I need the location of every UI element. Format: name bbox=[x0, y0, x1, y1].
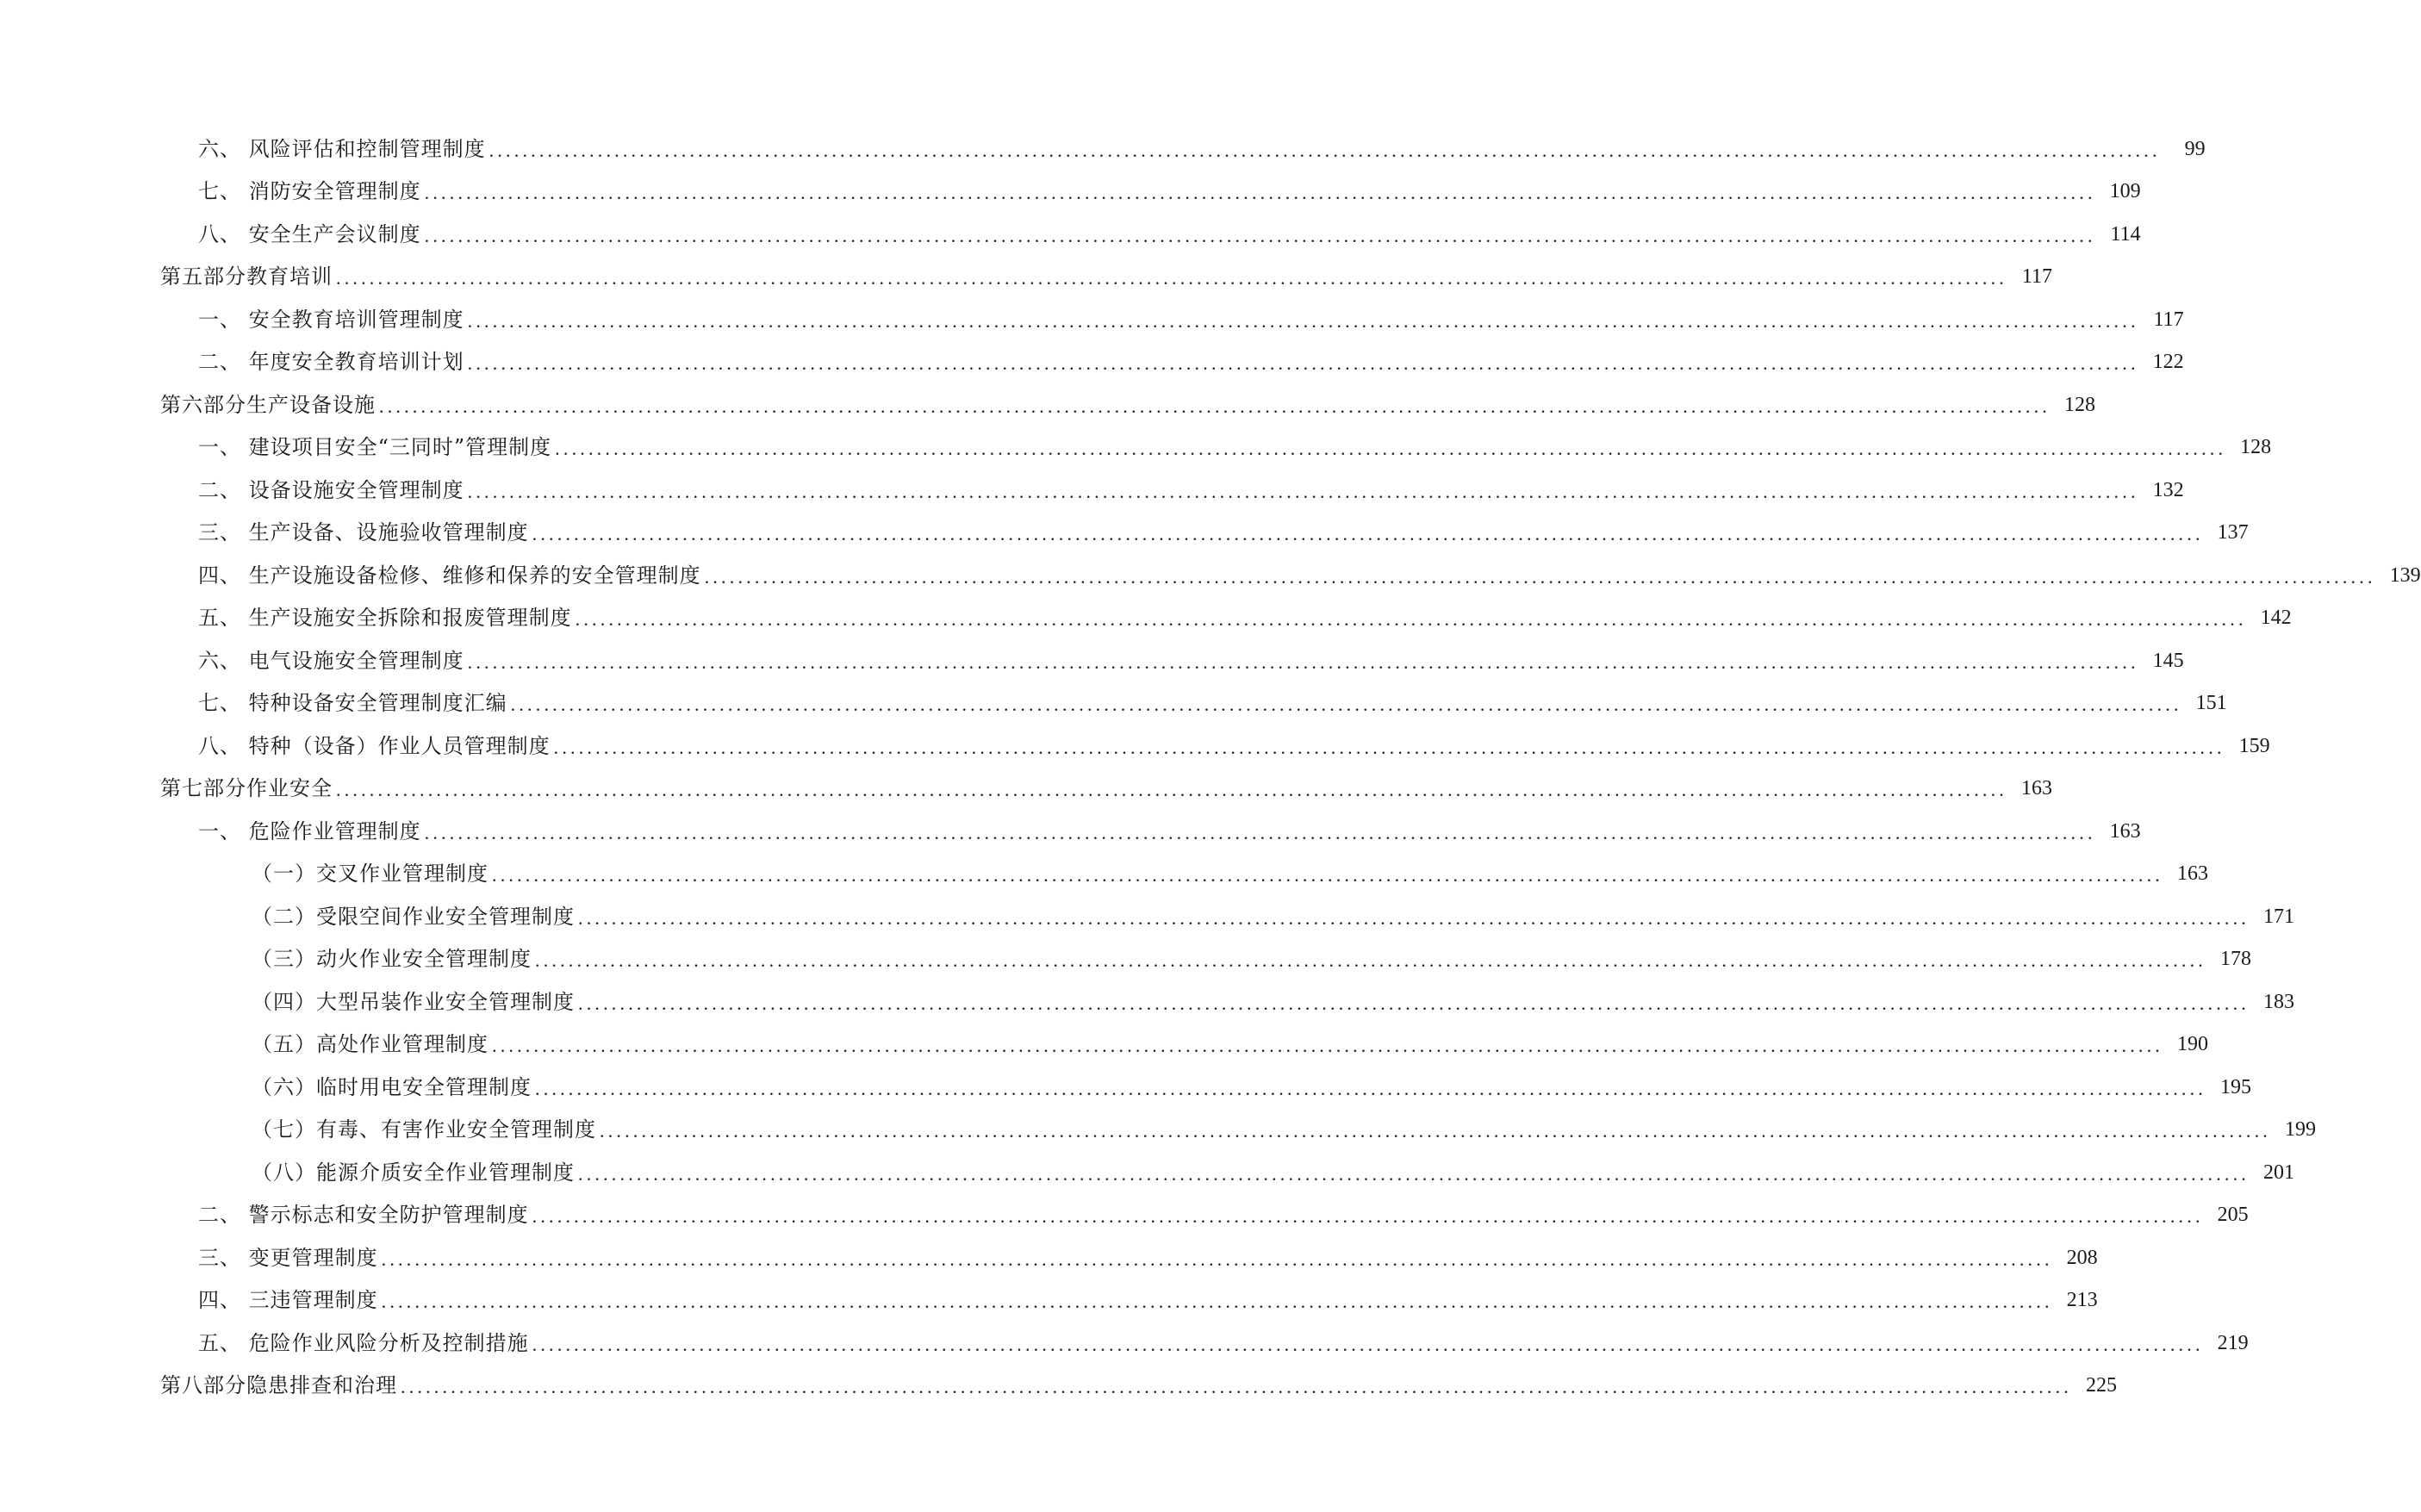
toc-dot-leader: ........................................................................................................................................................................................................ bbox=[532, 1333, 2204, 1355]
toc-entry-title: 四、 生产设施设备检修、维修和保养的安全管理制度 bbox=[198, 563, 701, 588]
toc-entry-title: 六、 电气设施安全管理制度 bbox=[198, 648, 464, 673]
toc-page-number: 117 bbox=[2021, 265, 2052, 289]
toc-entry[interactable] bbox=[0, 213, 2141, 256]
toc-dot-leader: ........................................................................................................................................................................................................ bbox=[510, 694, 2182, 716]
toc-dot-leader: ........................................................................................................................................................................................................ bbox=[467, 480, 2139, 502]
toc-entry-title: 三、 生产设备、设施验收管理制度 bbox=[198, 520, 529, 545]
toc-subentry[interactable] bbox=[0, 853, 2208, 896]
toc-page-number: 128 bbox=[2064, 393, 2095, 416]
toc-dot-leader: ........................................................................................................................................................................................................ bbox=[532, 1205, 2204, 1228]
toc-entry[interactable] bbox=[0, 810, 2141, 853]
toc-entry-title: （四）大型吊装作业安全管理制度 bbox=[252, 989, 575, 1014]
toc-entry[interactable] bbox=[0, 171, 2141, 214]
toc-page-number: 137 bbox=[2217, 521, 2249, 544]
toc-dot-leader: ........................................................................................................................................................................................................ bbox=[578, 992, 2250, 1014]
toc-entry-title: （八）能源介质安全作业管理制度 bbox=[252, 1160, 575, 1185]
toc-entry-title: （五）高处作业管理制度 bbox=[252, 1032, 489, 1057]
toc-page-number: 163 bbox=[2177, 862, 2208, 886]
toc-page-number: 151 bbox=[2195, 692, 2227, 715]
toc-page-number: 199 bbox=[2285, 1118, 2316, 1142]
toc-entry[interactable] bbox=[0, 725, 2270, 768]
toc-entry-title: （一）交叉作业管理制度 bbox=[252, 862, 489, 887]
toc-page-number: 163 bbox=[2109, 819, 2141, 843]
toc-page-number: 178 bbox=[2220, 948, 2251, 971]
toc-dot-leader: ........................................................................................................................................................................................................ bbox=[336, 779, 2007, 801]
toc-entry[interactable] bbox=[0, 639, 2184, 682]
toc-entry[interactable] bbox=[0, 512, 2249, 555]
toc-entry[interactable] bbox=[0, 1194, 2249, 1237]
toc-dot-leader: ........................................................................................................................................................................................................ bbox=[467, 309, 2139, 332]
toc-dot-leader: ........................................................................................................................................................................................................ bbox=[379, 395, 2051, 417]
toc-dot-leader: ........................................................................................................................................................................................................ bbox=[424, 182, 2096, 204]
toc-entry-title: 八、 特种（设备）作业人员管理制度 bbox=[198, 733, 551, 758]
toc-dot-leader: ........................................................................................................................................................................................................ bbox=[467, 352, 2139, 375]
toc-entry-title: （六）临时用电安全管理制度 bbox=[252, 1074, 532, 1099]
toc-page-number: 114 bbox=[2110, 222, 2141, 246]
toc-subentry[interactable] bbox=[0, 980, 2294, 1024]
toc-page-number: 219 bbox=[2217, 1331, 2249, 1354]
toc-entry-title: 第八部分隐患排查和治理 bbox=[160, 1373, 397, 1398]
toc-dot-leader: ........................................................................................................................................................................................................ bbox=[555, 438, 2227, 460]
toc-entry-title: 五、 生产设施安全拆除和报废管理制度 bbox=[198, 606, 572, 631]
toc-entry-title: 六、 风险评估和控制管理制度 bbox=[198, 136, 486, 161]
toc-dot-leader: ........................................................................................................................................................................................................ bbox=[600, 1120, 2271, 1142]
toc-entry-title: 一、 危险作业管理制度 bbox=[198, 818, 421, 843]
toc-page-number: 205 bbox=[2217, 1204, 2249, 1227]
toc-page-number: 208 bbox=[2066, 1246, 2098, 1269]
toc-page-number: 171 bbox=[2263, 905, 2294, 928]
toc-dot-leader: ........................................................................................................................................................................................................ bbox=[535, 949, 2206, 972]
toc-entry[interactable] bbox=[0, 1322, 2249, 1365]
toc-subentry[interactable] bbox=[0, 1109, 2316, 1152]
toc-page-number: 128 bbox=[2240, 436, 2272, 459]
toc-entry[interactable] bbox=[0, 298, 2184, 341]
toc-dot-leader: ........................................................................................................................................................................................................ bbox=[578, 1162, 2250, 1185]
toc-entry[interactable] bbox=[0, 341, 2184, 384]
toc-entry[interactable] bbox=[0, 1279, 2098, 1322]
toc-part-heading[interactable] bbox=[0, 256, 2052, 299]
toc-entry-title: 二、 警示标志和安全防护管理制度 bbox=[198, 1203, 529, 1228]
toc-page-number: 190 bbox=[2177, 1033, 2208, 1056]
toc-dot-leader: ........................................................................................................................................................................................................ bbox=[424, 224, 2096, 246]
toc-page-number: 159 bbox=[2238, 734, 2270, 757]
toc-dot-leader: ........................................................................................................................................................................................................ bbox=[532, 523, 2204, 545]
toc-entry-title: 五、 危险作业风险分析及控制措施 bbox=[198, 1330, 529, 1355]
toc-page-number: 163 bbox=[2021, 777, 2052, 800]
toc-part-heading[interactable] bbox=[0, 768, 2052, 811]
toc-entry[interactable] bbox=[0, 426, 2272, 470]
table-of-contents bbox=[0, 128, 2421, 1407]
toc-entry-title: 七、 消防安全管理制度 bbox=[198, 179, 421, 204]
toc-entry-title: 二、 年度安全教育培训计划 bbox=[198, 350, 464, 375]
toc-dot-leader: ........................................................................................................................................................................................................ bbox=[553, 736, 2225, 758]
toc-entry-title: （二）受限空间作业安全管理制度 bbox=[252, 904, 575, 929]
toc-dot-leader: ........................................................................................................................................................................................................ bbox=[704, 565, 2376, 588]
toc-subentry[interactable] bbox=[0, 895, 2294, 938]
toc-subentry[interactable] bbox=[0, 1151, 2294, 1194]
toc-dot-leader: ........................................................................................................................................................................................................ bbox=[381, 1248, 2053, 1270]
toc-dot-leader: ........................................................................................................................................................................................................ bbox=[467, 650, 2139, 673]
toc-entry-title: 二、 设备设施安全管理制度 bbox=[198, 477, 464, 502]
toc-entry-title: 第五部分教育培训 bbox=[160, 264, 333, 289]
toc-entry-title: （三）动火作业安全管理制度 bbox=[252, 947, 532, 972]
toc-entry-title: 一、 安全教育培训管理制度 bbox=[198, 307, 464, 332]
toc-entry-title: （七）有毒、有害作业安全管理制度 bbox=[252, 1117, 596, 1142]
toc-page-number: 132 bbox=[2152, 478, 2184, 501]
toc-dot-leader: ........................................................................................................................................................................................................ bbox=[575, 608, 2247, 631]
toc-entry[interactable] bbox=[0, 128, 2206, 171]
toc-dot-leader: ........................................................................................................................................................................................................ bbox=[492, 1035, 2163, 1057]
toc-subentry[interactable] bbox=[0, 1024, 2208, 1067]
toc-entry[interactable] bbox=[0, 1236, 2098, 1279]
toc-dot-leader: ........................................................................................................................................................................................................ bbox=[401, 1376, 2072, 1398]
toc-entry-title: 第六部分生产设备设施 bbox=[160, 392, 376, 417]
toc-entry-title: 四、 三违管理制度 bbox=[198, 1288, 378, 1313]
toc-dot-leader: ........................................................................................................................................................................................................ bbox=[336, 267, 2007, 289]
toc-page-number: 201 bbox=[2263, 1160, 2294, 1184]
toc-page-number: 142 bbox=[2260, 607, 2292, 630]
toc-page-number: 122 bbox=[2152, 351, 2184, 374]
toc-page-number: 99 bbox=[2184, 137, 2206, 160]
toc-entry[interactable] bbox=[0, 554, 2421, 597]
toc-subentry[interactable] bbox=[0, 1066, 2251, 1109]
toc-entry[interactable] bbox=[0, 682, 2227, 725]
toc-dot-leader: ........................................................................................................................................................................................................ bbox=[492, 864, 2163, 887]
toc-page-number: 117 bbox=[2153, 308, 2184, 331]
toc-dot-leader: ........................................................................................................................................................................................................ bbox=[535, 1077, 2206, 1099]
toc-page-number: 145 bbox=[2152, 649, 2184, 672]
toc-page-number: 109 bbox=[2109, 180, 2141, 203]
toc-page-number: 139 bbox=[2389, 563, 2421, 587]
toc-page-number: 183 bbox=[2263, 990, 2294, 1013]
toc-entry[interactable] bbox=[0, 597, 2292, 640]
toc-entry-title: 第七部分作业安全 bbox=[160, 776, 333, 801]
toc-dot-leader: ........................................................................................................................................................................................................ bbox=[578, 906, 2250, 929]
toc-page-number: 213 bbox=[2066, 1289, 2098, 1312]
toc-entry-title: 七、 特种设备安全管理制度汇编 bbox=[198, 691, 507, 716]
toc-entry-title: 八、 安全生产会议制度 bbox=[198, 221, 421, 246]
toc-entry-title: 三、 变更管理制度 bbox=[198, 1245, 378, 1270]
toc-dot-leader: ........................................................................................................................................................................................................ bbox=[424, 821, 2096, 843]
toc-dot-leader: ........................................................................................................................................................................................................ bbox=[381, 1291, 2053, 1313]
toc-dot-leader: ........................................................................................................................................................................................................ bbox=[489, 139, 2161, 161]
toc-page-number: 195 bbox=[2220, 1075, 2251, 1098]
toc-part-heading[interactable] bbox=[0, 383, 2095, 426]
toc-subentry[interactable] bbox=[0, 938, 2251, 981]
toc-part-heading[interactable] bbox=[0, 1365, 2117, 1408]
toc-entry[interactable] bbox=[0, 469, 2184, 512]
toc-entry-title: 一、 建设项目安全“三同时”管理制度 bbox=[198, 435, 552, 460]
toc-page-number: 225 bbox=[2086, 1374, 2117, 1397]
